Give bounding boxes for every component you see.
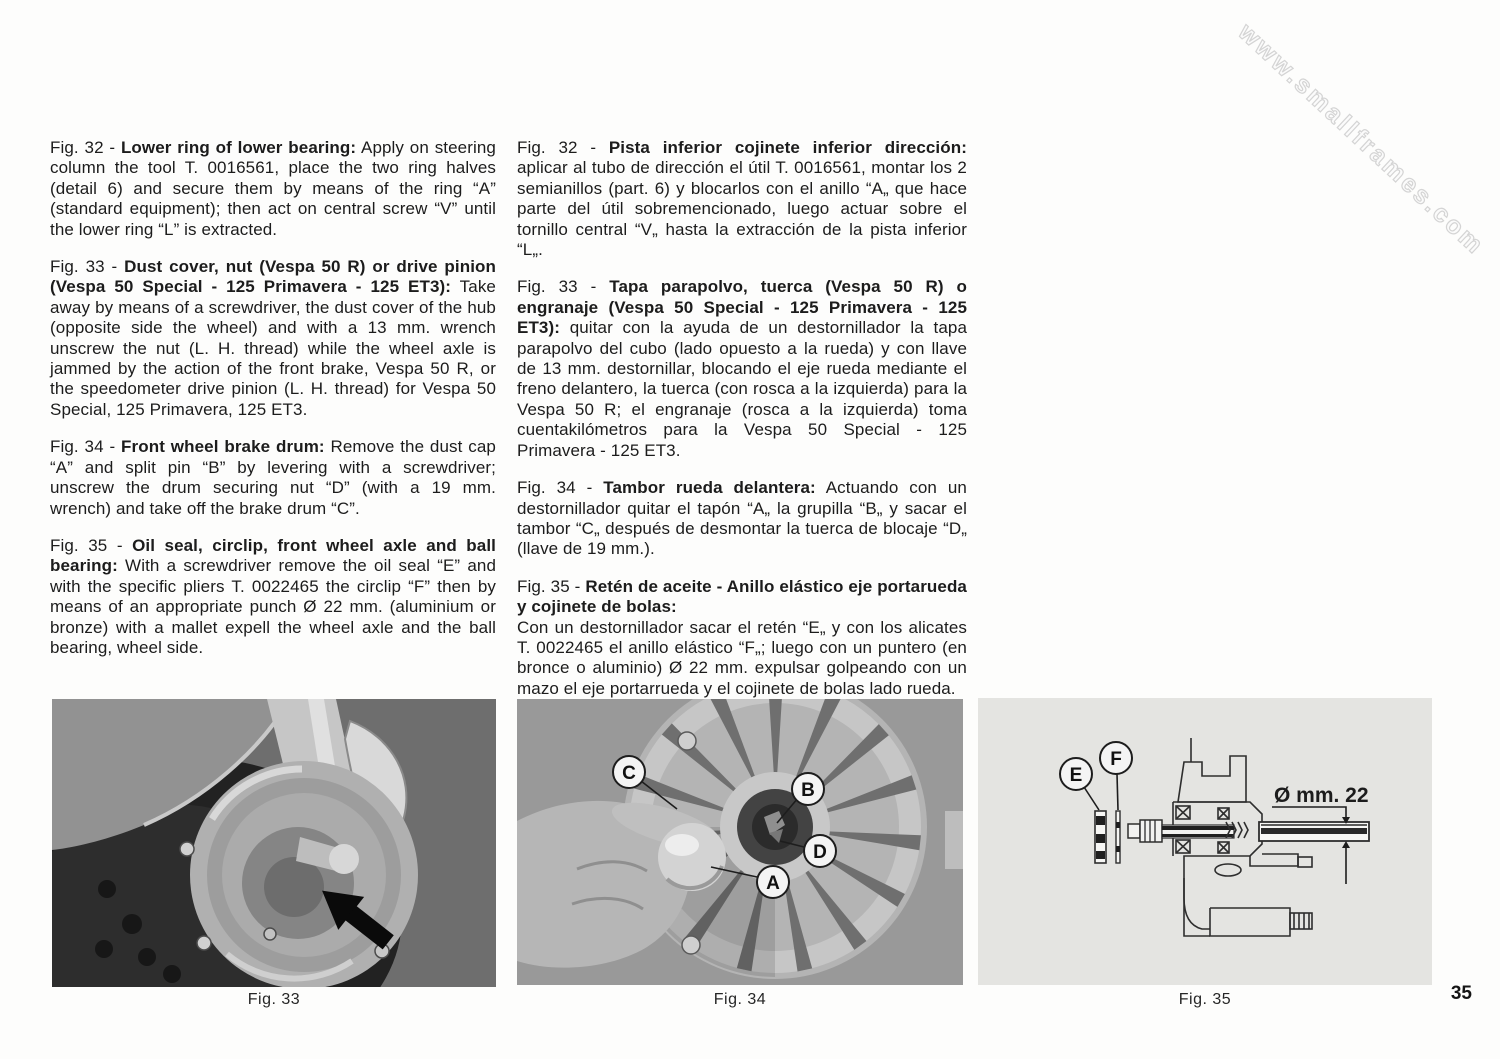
watermark: www.smallframes.com bbox=[1232, 18, 1491, 261]
callout-c bbox=[613, 756, 645, 788]
paragraph-title: Retén de aceite - Anillo elástico eje portarueda y cojinete de bolas: bbox=[517, 576, 967, 617]
photo-fig34-brake-drum bbox=[517, 699, 963, 985]
paragraph-fig34-en bbox=[50, 437, 496, 519]
paragraph-fig34-es bbox=[517, 478, 967, 560]
callout-letter-e: E bbox=[1069, 765, 1083, 786]
figure-reference: Fig. 34 - bbox=[517, 478, 604, 498]
callout-e bbox=[1060, 758, 1092, 790]
circlip-part bbox=[1116, 811, 1120, 863]
figure-reference: Fig. 35 - bbox=[517, 576, 586, 596]
punch-bar bbox=[1259, 822, 1369, 841]
paragraph-title: Lower ring of lower bearing: bbox=[120, 138, 357, 157]
oil-seal-part bbox=[1095, 811, 1106, 863]
paragraph-body: Remove the dust cap “A” and split pin “B” by levering with a screwdriver; unscrew the drum securing nut “D” (with a 19 mm. wrench) and take off the brake drum “C”. bbox=[50, 437, 496, 518]
paragraph-title: Oil seal, circlip, front wheel axle and ball bearing: bbox=[50, 535, 496, 576]
paragraph-body: quitar con la ayuda de un destornillador la tapa parapolvo del cubo (lado opuesto a la rueda) y con llave de 13 mm. destornillar, blocando el eje rueda mediante el freno delantero, la tuerca (con rosca a la izquierda) para la Vespa 50 R; el engranaje (rosca a la izquierda) toma cuentakilómetros para la Vespa 50 Special - 125 Primavera - 125 ET3. bbox=[517, 318, 967, 460]
photo-fig33-front-wheel bbox=[52, 699, 496, 987]
figure-reference: Fig. 32 - bbox=[517, 138, 609, 157]
callout-d bbox=[804, 835, 836, 867]
callout-letter-a: A bbox=[766, 873, 780, 894]
paragraph-body: Actuando con un destornillador quitar el tapón “A„ la grupilla “B„ y sacar el tambor “C„ después de desmontar la tuerca de blocaje “D„ (llave de 19 mm.). bbox=[517, 478, 967, 559]
paragraph-fig35-es bbox=[517, 577, 967, 699]
figure-reference: Fig. 34 - bbox=[50, 437, 122, 457]
caption-fig33: Fig. 33 bbox=[247, 991, 301, 1008]
paragraph-title: Tapa parapolvo, tuerca (Vespa 50 R) o engranaje (Vespa 50 Special - 125 Primavera - 125 ET3): bbox=[517, 277, 967, 338]
paragraph-body: aplicar al tubo de dirección el útil T. 0016561, montar los 2 semianillos (part. 6) y blocarlos con el anillo “A„ que hace parte del útil sobremencionado, luego actuar sobre el tornillo central “V„ hasta la extracción de la pista inferior “L„. bbox=[517, 158, 967, 260]
page-number: 35 bbox=[1450, 983, 1472, 1004]
paragraph-body: Apply on steering column the tool T. 0016561, place the two ring halves (detail 6) and secure them by means of the ring “A” (standard equipment); then act on central screw “V” until the lower ring “L” is extracted. bbox=[50, 138, 496, 239]
caption-fig34: Fig. 34 bbox=[713, 991, 767, 1008]
column-spanish bbox=[517, 138, 967, 716]
paragraph-title: Pista inferior cojinete inferior dirección: bbox=[608, 138, 967, 157]
dimension-label: Ø mm. 22 bbox=[1274, 784, 1369, 807]
paragraph-title: Front wheel brake drum: bbox=[121, 437, 325, 457]
paragraph-fig35-en bbox=[50, 536, 496, 658]
paragraph-title: Dust cover, nut (Vespa 50 R) or drive pinion (Vespa 50 Special - 125 Primavera - 125 ET3): bbox=[50, 257, 496, 297]
callout-a bbox=[757, 866, 789, 898]
figure-reference: Fig. 32 - bbox=[50, 138, 121, 157]
figure-reference: Fig. 33 - bbox=[50, 257, 125, 277]
callout-letter-b: B bbox=[801, 780, 815, 801]
callout-letter-f: F bbox=[1110, 749, 1122, 770]
paragraph-fig33-es bbox=[517, 277, 967, 461]
paragraph-body: Take away by means of a screwdriver, the dust cover of the hub (opposite side the wheel) and with a 13 mm. wrench unscrew the nut (L. H. thread) while the wheel axle is jammed by the action of the front brake, Vespa 50 R, or the speedometer drive pinion (L. H. thread) for Vespa 50 Special, 125 Primavera, 125 ET3. bbox=[50, 277, 496, 419]
callout-b bbox=[792, 773, 824, 805]
paragraph-title: Tambor rueda delantera: bbox=[603, 478, 816, 498]
column-english bbox=[50, 138, 496, 675]
callout-letter-c: C bbox=[622, 763, 636, 784]
figure-reference: Fig. 35 - bbox=[50, 535, 133, 555]
paragraph-fig32-en bbox=[50, 138, 496, 240]
callout-f bbox=[1100, 742, 1132, 774]
paragraph-fig33-en bbox=[50, 257, 496, 420]
paragraph-fig32-es bbox=[517, 138, 967, 260]
figure-reference: Fig. 33 - bbox=[517, 277, 610, 297]
callout-letter-d: D bbox=[813, 842, 827, 863]
caption-fig35: Fig. 35 bbox=[1178, 991, 1232, 1008]
diagram-fig35-hub-section bbox=[978, 698, 1432, 985]
paragraph-body: Con un destornillador sacar el retén “E„ y con los alicates T. 0022465 el anillo elástico “F„; luego con un puntero (en bronce o aluminio) Ø 22 mm. expulsar golpeando con un mazo el eje portarrueda y el cojinete de bolas lado rueda. bbox=[517, 617, 967, 698]
paragraph-body: With a screwdriver remove the oil seal “E” and with the specific pliers T. 0022465 the circlip “F” then by means of an appropriate punch Ø 22 mm. (aluminium or bronze) with a mallet expell the wheel axle and the ball bearing, wheel side. bbox=[50, 556, 497, 657]
